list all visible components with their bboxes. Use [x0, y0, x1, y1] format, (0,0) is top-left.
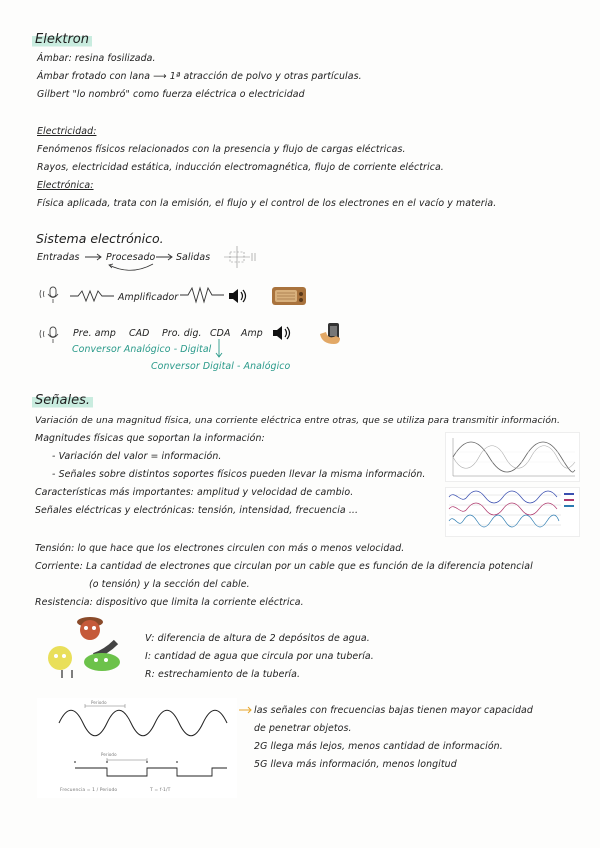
period-frequency-figure — [37, 698, 237, 798]
freq-note: de penetrar objetos. — [254, 723, 352, 734]
freq-note: 5G lleva más información, menos longitud — [254, 759, 457, 770]
text-line: Ámbar frotado con lana ⟶ 1ª atracción de polvo y otras partículas. — [37, 71, 362, 82]
period-label: Periodo — [101, 752, 117, 757]
formula-period: T = f·1/T — [150, 788, 171, 793]
waveform-icon — [180, 286, 224, 304]
freq-note: las señales con frecuencias bajas tienen mayor capacidad — [254, 705, 533, 716]
chain-cad: CAD — [129, 328, 150, 339]
flow-salidas: Salidas — [176, 252, 211, 263]
section-title-senales: Señales. — [32, 392, 93, 409]
sine-signal-graph — [445, 432, 580, 482]
text-line: Rayos, electricidad estática, inducción electromagnética, flujo de corriente eléctrica. — [37, 162, 444, 173]
arrow-right-icon — [155, 252, 175, 262]
text-line: - Variación del valor = información. — [52, 451, 222, 462]
waveform-icon — [70, 288, 114, 304]
circuit-sketch-icon — [222, 244, 262, 270]
section-title-sistema: Sistema electrónico. — [36, 231, 164, 246]
flow-procesado: Procesado — [106, 252, 156, 263]
text-line: Variación de una magnitud física, una corriente eléctrica entre otras, que se utiliza para transmitir información. — [35, 415, 560, 426]
text-line: Fenómenos físicos relacionados con la presencia y flujo de cargas eléctricas. — [37, 144, 406, 155]
microphone-icon — [38, 284, 66, 304]
chain-cda: CDA — [210, 328, 231, 339]
text-line: Gilbert "lo nombró" como fuerza eléctrica o electricidad — [37, 89, 305, 100]
chain-amp: Amp — [241, 328, 263, 339]
section-title-elektron: Elektron — [32, 31, 92, 48]
cad-note: Conversor Analógico - Digital — [72, 344, 212, 355]
heading-electricidad: Electricidad: — [37, 126, 97, 137]
text-line: Ámbar: resina fosilizada. — [37, 53, 156, 64]
text-line: Señales eléctricas y electrónicas: tensión, intensidad, frecuencia ... — [35, 505, 359, 516]
chain-pro-dig: Pro. dig. — [162, 328, 202, 339]
microphone-icon — [38, 324, 66, 344]
arrow-down-icon — [214, 338, 224, 360]
flow-entradas: Entradas — [37, 252, 80, 263]
arrow-right-icon — [84, 252, 104, 262]
text-line: Tensión: lo que hace que los electrones circulen con más o menos velocidad. — [35, 543, 405, 554]
feedback-arrow-icon — [105, 262, 157, 272]
cda-note: Conversor Digital - Analógico — [151, 361, 291, 372]
text-line: Resistencia: dispositivo que limita la corriente eléctrica. — [35, 597, 304, 608]
speaker-icon — [271, 324, 293, 342]
text-line: Corriente: La cantidad de electrones que circulan por un cable que es función de la diferencia potencial — [35, 561, 533, 572]
speaker-icon — [227, 287, 249, 305]
analogy-r: R: estrechamiento de la tubería. — [145, 669, 301, 680]
multi-signal-graph — [445, 487, 580, 537]
radio-icon — [271, 285, 307, 307]
text-line: Magnitudes físicas que soportan la información: — [35, 433, 265, 444]
period-label: Periodo — [91, 700, 107, 705]
arrow-right-icon — [238, 705, 254, 715]
amplifier-label: Amplificador — [118, 292, 179, 303]
formula-frequency: Frecuencia = 1 / Periodo — [60, 788, 118, 793]
ohms-law-cartoon — [42, 612, 132, 682]
text-line: (o tensión) y la sección del cable. — [89, 579, 250, 590]
heading-electronica: Electrónica: — [37, 180, 94, 191]
freq-note: 2G llega más lejos, menos cantidad de información. — [254, 741, 503, 752]
analogy-i: I: cantidad de agua que circula por una tubería. — [145, 651, 374, 662]
text-line: Características más importantes: amplitud y velocidad de cambio. — [35, 487, 354, 498]
phone-in-hand-icon — [318, 322, 344, 346]
analogy-v: V: diferencia de altura de 2 depósitos de agua. — [145, 633, 370, 644]
text-line: - Señales sobre distintos soportes físicos pueden llevar la misma información. — [52, 469, 426, 480]
text-line: Física aplicada, trata con la emisión, el flujo y el control de los electrones en el vacío y materia. — [37, 198, 497, 209]
chain-pre-amp: Pre. amp — [73, 328, 116, 339]
